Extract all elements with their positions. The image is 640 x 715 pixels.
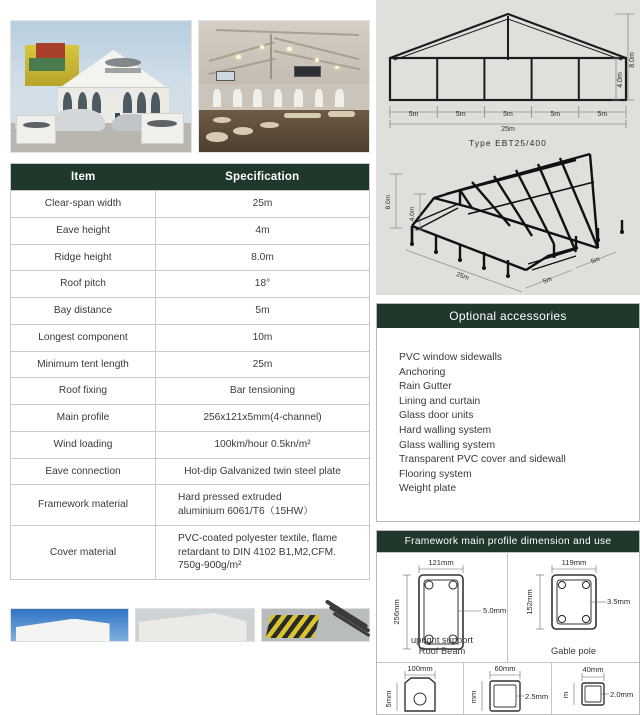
table-cell-value: 10m	[156, 324, 370, 351]
bottom-photo-strip	[10, 608, 370, 642]
profile-1-label: upright support Roof Beam	[410, 634, 474, 657]
profile-3-height: 5mm	[384, 690, 393, 708]
profile-4-height: mm	[469, 690, 479, 704]
accessory-item: PVC window sidewalls	[399, 352, 503, 363]
table-row	[11, 217, 370, 244]
elev-bay-label-3: 5m	[503, 111, 513, 118]
accessory-item: Lining and curtain	[399, 395, 481, 407]
profile-1-thickness: 5.0mm	[483, 606, 507, 616]
iso-eave-height-label: 4.0m	[409, 206, 416, 222]
profile-5-svg	[552, 663, 639, 715]
photo-warehouse-tent	[135, 608, 254, 642]
table-cell-item: Minimum tent length	[11, 351, 156, 378]
photo-tent-blue-sky	[10, 608, 129, 642]
table-cell-value: 4m	[156, 217, 370, 244]
right-column	[376, 0, 640, 715]
table-row	[11, 191, 370, 218]
profile-row-small	[377, 662, 639, 714]
table-cell-item: Longest component	[11, 324, 156, 351]
profile-4-svg	[464, 663, 551, 715]
top-photo-row	[10, 20, 370, 153]
table-row	[11, 324, 370, 351]
table-cell-item: Framework material	[11, 485, 156, 526]
profile-5-thickness: 2.0mm	[609, 690, 633, 700]
table-row	[11, 244, 370, 271]
accessories-list	[377, 344, 639, 505]
table-header-row	[11, 164, 370, 191]
elev-ridge-height-label: 8.0m	[629, 52, 636, 68]
elev-bay-label-5: 5m	[597, 111, 608, 118]
profile-row-large	[377, 552, 639, 662]
table-cell-value: Hard pressed extruded aluminium 6061/T6（15HW）	[156, 485, 370, 526]
table-row	[11, 405, 370, 432]
table-cell-item: Ridge height	[11, 244, 156, 271]
photo-lexus-tent-exterior	[10, 20, 192, 153]
table-row	[11, 298, 370, 325]
elev-bay-label-4: 5m	[550, 111, 561, 118]
profile-upright-support	[377, 552, 508, 662]
profile-1-width: 121mm	[428, 558, 454, 568]
table-cell-value: 18°	[156, 271, 370, 298]
table-cell-item: Roof fixing	[11, 378, 156, 405]
profile-dimension-panel	[376, 530, 640, 715]
optional-accessories-panel	[376, 303, 640, 522]
profile-4-thickness: 2.5mm	[525, 692, 549, 702]
table-cell-value: 5m	[156, 298, 370, 325]
table-cell-value: Bar tensioning	[156, 378, 370, 405]
table-cell-item: Eave connection	[11, 458, 156, 485]
table-row	[11, 378, 370, 405]
table-row	[11, 271, 370, 298]
accessory-item: Hard walling system	[399, 425, 492, 437]
iso-ridge-height-label: 8.0m	[385, 194, 392, 210]
accessories-title: Optional accessories	[377, 304, 639, 328]
profile-5-width: 40mm	[582, 665, 604, 675]
table-cell-value: 256x121x5mm(4-channel)	[156, 405, 370, 432]
profile-3-width: 100mm	[407, 664, 433, 674]
isometric-drawing-panel	[376, 152, 640, 295]
table-cell-item: Main profile	[11, 405, 156, 432]
profile-3-svg	[377, 663, 464, 715]
elev-eave-height-label: 4.0m	[617, 72, 624, 88]
accessory-item: Anchoring	[399, 366, 446, 378]
elevation-svg	[376, 0, 640, 152]
profile-small-60mm	[464, 662, 551, 714]
profile-4-width: 60mm	[494, 664, 516, 674]
profile-panel-title: Framework main profile dimension and use	[377, 531, 639, 552]
table-row	[11, 525, 370, 579]
accessory-item: Glass door units	[399, 410, 474, 422]
elevation-drawing-panel	[376, 0, 640, 152]
elev-bay-label-1: 5m	[408, 111, 419, 118]
profile-gable-pole	[508, 552, 639, 662]
elev-bay-label-2: 5m	[455, 111, 466, 118]
table-row	[11, 351, 370, 378]
table-cell-item: Bay distance	[11, 298, 156, 325]
table-cell-item: Wind loading	[11, 431, 156, 458]
profile-small-40mm	[552, 662, 639, 714]
column-header-specification: Specification	[156, 164, 370, 191]
table-cell-item: Roof pitch	[11, 271, 156, 298]
accessory-item: Weight plate	[399, 483, 457, 495]
table-row	[11, 431, 370, 458]
table-cell-value: 25m	[156, 351, 370, 378]
photo-stakes-and-pipes	[261, 608, 370, 642]
table-body	[11, 191, 370, 580]
accessory-item: Rain Gutter	[399, 381, 452, 393]
table-cell-item: Cover material	[11, 525, 156, 579]
profile-2-width: 119mm	[561, 558, 587, 568]
table-cell-value: 8.0m	[156, 244, 370, 271]
iso-bay-label-a: 5m	[541, 275, 553, 286]
table-cell-value: 25m	[156, 191, 370, 218]
table-cell-item: Clear-span width	[11, 191, 156, 218]
table-cell-item: Eave height	[11, 217, 156, 244]
iso-bay-label-b: 5m	[589, 255, 601, 266]
profile-2-thickness: 3.5mm	[607, 597, 631, 607]
profile-2-height: 152mm	[525, 589, 534, 615]
isometric-svg	[376, 152, 640, 295]
elev-total-width-label: 25m	[501, 126, 515, 133]
accessory-item: Flooring system	[399, 468, 472, 480]
column-header-item: Item	[11, 164, 156, 191]
table-row	[11, 485, 370, 526]
iso-length-label: 25m	[455, 271, 470, 283]
table-cell-value: 100km/hour 0.5kn/m²	[156, 431, 370, 458]
accessory-item: Glass walling system	[399, 439, 496, 451]
profile-5-height: m	[560, 691, 570, 699]
profile-1-height: 256mm	[392, 599, 401, 625]
table-cell-value: PVC-coated polyester textile, flame retardant to DIN 4102 B1,M2,CFM. 750g-900g/m²	[156, 525, 370, 579]
profile-2-label: Gable pole	[551, 646, 596, 657]
left-column	[10, 20, 370, 580]
table-cell-value: Hot-dip Galvanized twin steel plate	[156, 458, 370, 485]
photo-tent-interior	[198, 20, 370, 153]
profile-small-100mm	[377, 662, 464, 714]
accessory-item: Transparent PVC cover and sidewall	[399, 454, 566, 466]
elevation-type-label: Type EBT25/400	[469, 138, 547, 148]
table-row	[11, 458, 370, 485]
specification-table	[10, 163, 370, 580]
